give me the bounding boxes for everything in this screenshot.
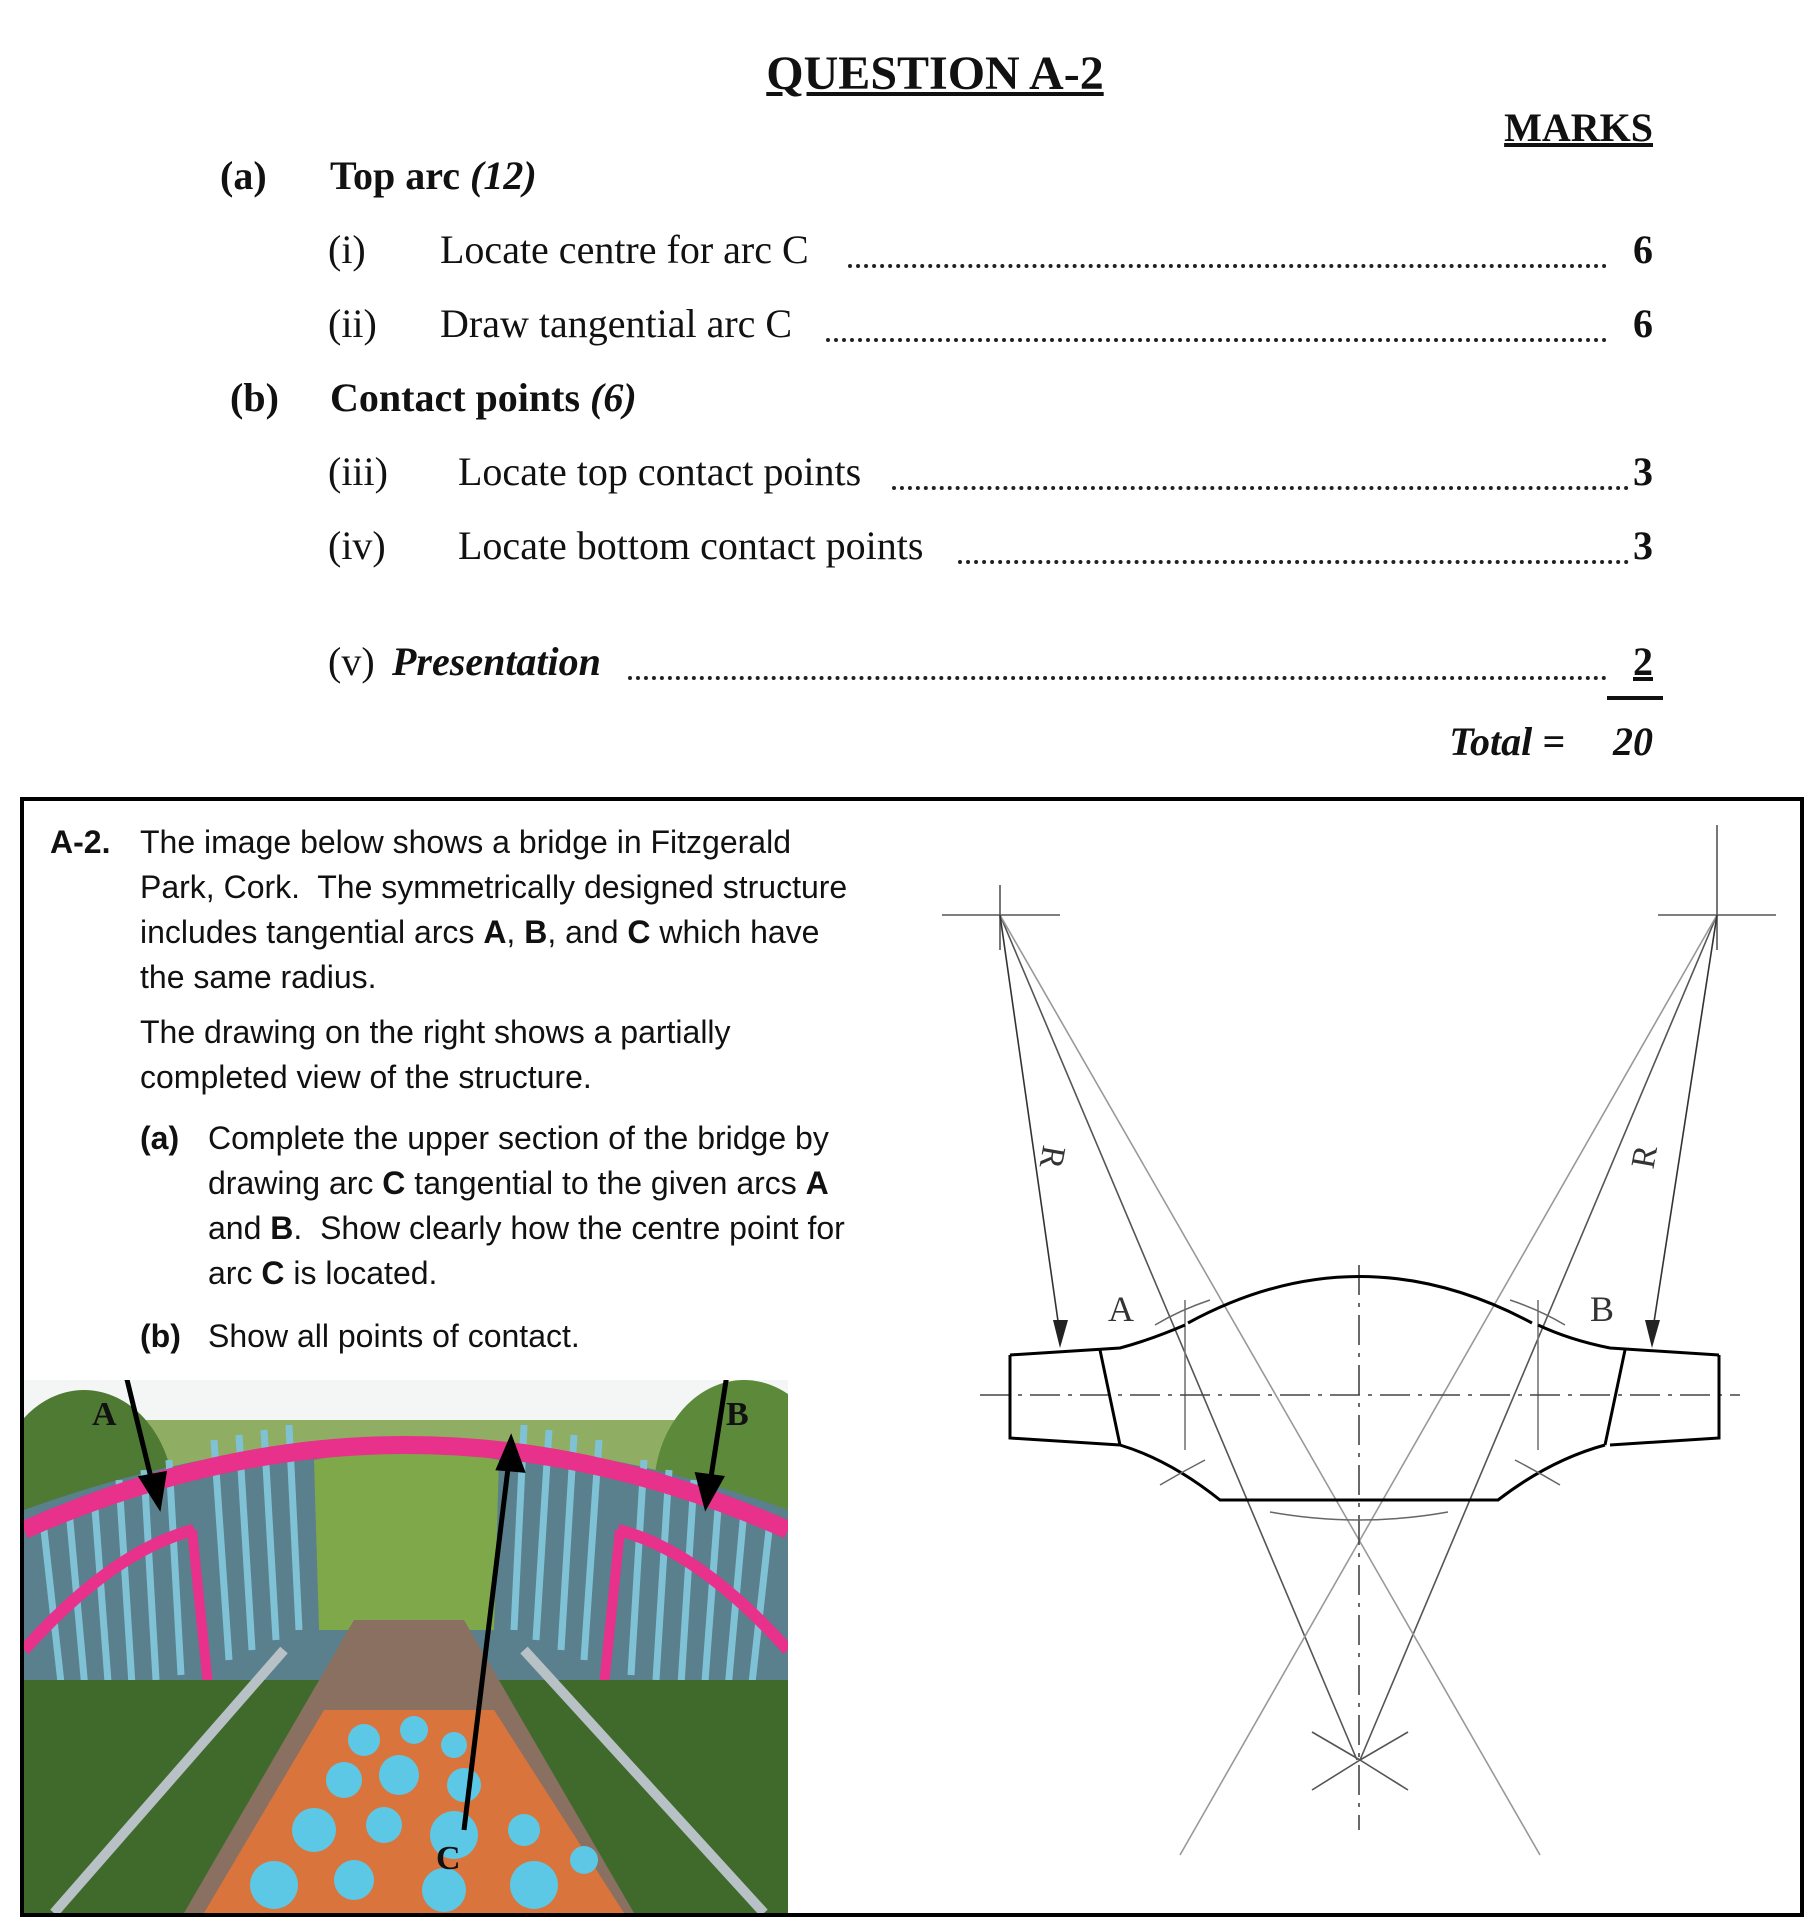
leader-dots [892, 486, 1629, 490]
part-text: Complete the upper section of the bridge by drawing arc C tangential to the given arcs A and B. Show clearly how the centre point for arc C is located. [208, 1120, 845, 1291]
item-text: Locate top contact points [458, 449, 862, 494]
item-mark: 2 [1633, 639, 1653, 684]
drawing-label-r-right: R [1624, 1142, 1666, 1172]
leader-dots [958, 560, 1629, 564]
item-number: (iv) [328, 523, 386, 568]
item-mark: 6 [1633, 227, 1653, 272]
page-title: QUESTION A-2 [766, 47, 1104, 100]
part-text: Show all points of contact. [208, 1318, 580, 1354]
scheme-item [328, 300, 1653, 350]
total-rule [1607, 696, 1663, 700]
scheme-item [328, 638, 1653, 688]
item-number: (iii) [328, 449, 388, 494]
part-label: (b) [140, 1318, 181, 1354]
drawing-label-r-left: R [1031, 1142, 1073, 1172]
question-intro: The image below shows a bridge in Fitzgerald Park, Cork. The symmetrically designed structure includes tangential arcs A, B, and C which have the same radius. [140, 824, 848, 995]
question-number: A-2. [50, 824, 111, 860]
total-value: 20 [1613, 719, 1653, 764]
item-number: (ii) [328, 301, 377, 346]
item-mark: 3 [1633, 523, 1653, 568]
part-a-marks: (12) [470, 153, 537, 198]
part-b-marks: (6) [590, 375, 637, 420]
bridge-drawing [920, 800, 1800, 1915]
photo-label-b: B [726, 1396, 749, 1433]
drawing-label-b: B [1590, 1289, 1615, 1329]
part-b-title: Contact points [330, 375, 581, 420]
photo-label-c: C [436, 1840, 461, 1877]
item-text: Draw tangential arc C [440, 301, 793, 346]
leader-dots [628, 676, 1607, 680]
part-b-label: (b) [230, 375, 279, 420]
part-a-title: Top arc [330, 153, 461, 198]
scheme-item [328, 522, 1653, 572]
leader-dots [826, 338, 1607, 342]
total-label: Total = [1449, 719, 1565, 764]
drawing-label-a: A [1108, 1289, 1134, 1329]
item-mark: 6 [1633, 301, 1653, 346]
item-text: Locate centre for arc C [440, 227, 809, 272]
question-intro-2: The drawing on the right shows a partially completed view of the structure. [140, 1014, 731, 1095]
leader-dots [848, 264, 1607, 268]
item-text: Locate bottom contact points [458, 523, 924, 568]
photo-label-a: A [92, 1396, 117, 1433]
item-number: (v) [328, 639, 375, 684]
part-label: (a) [140, 1120, 180, 1156]
part-a-label: (a) [220, 153, 267, 198]
scheme-item [328, 226, 1653, 276]
item-mark: 3 [1633, 449, 1653, 494]
marks-heading: MARKS [1504, 105, 1653, 150]
scheme-item [328, 448, 1653, 498]
item-text: Presentation [392, 639, 601, 684]
bridge-photo [24, 1380, 788, 1913]
total-row [1449, 718, 1653, 765]
item-number: (i) [328, 227, 366, 272]
